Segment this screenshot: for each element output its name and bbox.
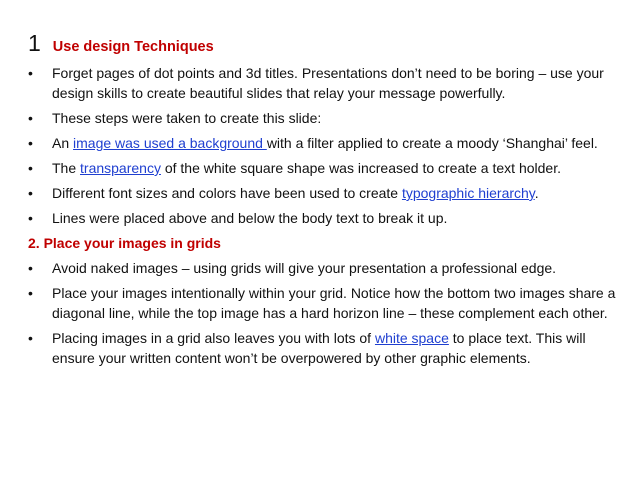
bullet-item — [28, 63, 626, 103]
bullet-glyph: • — [28, 135, 33, 151]
bullet-text-post: to place text. This will ensure your written content won’t be overpowered by other graphic elements. — [52, 330, 586, 366]
bullet-item — [28, 108, 626, 128]
bullet-item — [28, 283, 626, 323]
bullet-text: These steps were taken to create this slide: — [52, 110, 322, 126]
bullet-text: Forget pages of dot points and 3d titles. Presentations don’t need to be boring – use your design skills to create beautiful slides that relay your message powerfully. — [52, 65, 604, 101]
bullet-text-post: of the white square shape was increased to create a text holder. — [160, 160, 561, 176]
transparency-link[interactable]: transparency — [80, 160, 161, 176]
bullet-text-pre: The — [52, 160, 81, 176]
slide-heading — [28, 30, 214, 58]
bullet-glyph: • — [28, 210, 33, 226]
bullet-item — [28, 133, 626, 153]
bullet-text: Place your images intentionally within your grid. Notice how the bottom two images share a diagonal line, while the top image has a hard horizon line – these complement each other. — [52, 285, 616, 321]
typographic-hierarchy-link[interactable]: typographic hierarchy — [401, 185, 535, 201]
bullet-text-pre: Placing images in a grid also leaves you with lots of — [52, 330, 375, 346]
heading-title: Use design Techniques — [52, 39, 214, 55]
bullet-glyph: • — [28, 110, 33, 126]
bullet-text-post: . — [534, 185, 539, 201]
bullet-text-pre: Different font sizes and colors have been used to create — [52, 185, 402, 201]
bullet-item — [28, 258, 626, 278]
bullet-glyph: • — [28, 260, 33, 276]
bullet-item — [28, 208, 626, 228]
bullet-text-post: with a filter applied to create a moody ‘Shanghai’ feel. — [266, 135, 598, 151]
bullet-text-pre: An — [52, 135, 74, 151]
bullet-text: Avoid naked images – using grids will give your presentation a professional edge. — [52, 260, 557, 276]
bullet-glyph: • — [28, 185, 33, 201]
bullet-item — [28, 328, 626, 368]
bullet-glyph: • — [28, 330, 33, 346]
bullet-item — [28, 158, 626, 178]
bullet-glyph: • — [28, 285, 33, 301]
image-background-link[interactable]: image was used a background — [73, 135, 267, 151]
bullet-text: Lines were placed above and below the body text to break it up. — [52, 210, 448, 226]
heading-number: 1 — [28, 30, 41, 56]
section-2-title: 2. Place your images in grids — [28, 235, 221, 251]
bullet-glyph: • — [28, 65, 33, 81]
bullet-glyph: • — [28, 160, 33, 176]
white-space-link[interactable]: white space — [374, 330, 449, 346]
slide-body — [28, 63, 626, 373]
bullet-item — [28, 183, 626, 203]
